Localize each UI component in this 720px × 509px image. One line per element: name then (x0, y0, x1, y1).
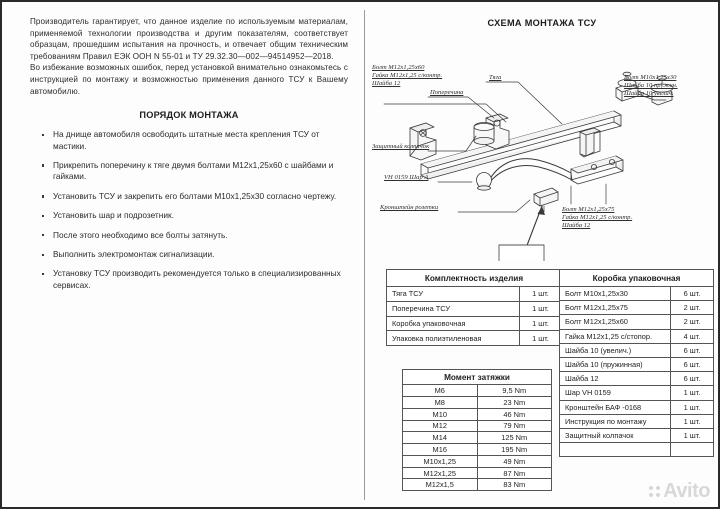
watermark-text: Avito (663, 480, 710, 502)
annotation-poperechina: Поперечина (430, 89, 464, 96)
table-row (403, 455, 552, 467)
table-row (387, 301, 562, 316)
table-row (403, 467, 552, 479)
list-item: После этого необходимо все болты затянуть. (40, 230, 342, 241)
torque-table-title: Момент затяжки (403, 370, 552, 385)
box-item-qty: 2 шт. (670, 315, 713, 329)
torque-size: M6 (403, 385, 478, 397)
box-item-name: Инструкция по монтажу (560, 414, 671, 428)
box-item-qty: 1 шт. (670, 414, 713, 428)
box-item-name: Шайба 10 (пружинная) (560, 357, 671, 371)
torque-size: M12x1,25 (403, 467, 478, 479)
box-item-name: Шар VH 0159 (560, 386, 671, 400)
table-row (403, 385, 552, 397)
box-item-qty: 1 шт. (670, 386, 713, 400)
torque-value: 79 Nm (477, 420, 552, 432)
box-item-qty: 1 шт. (670, 400, 713, 414)
list-item: Установить ТСУ и закрепить его болтами M10x1,25x30 согласно чертежу. (40, 191, 342, 202)
box-item-qty: 6 шт. (670, 287, 713, 301)
list-item: На днище автомобиля освободить штатные места крепления ТСУ от мастики. (40, 129, 342, 152)
kit-item-qty: 1 шт. (520, 316, 562, 331)
annotation-tyaga: Тяга (489, 74, 502, 81)
box-item-qty: 6 шт. (670, 372, 713, 386)
table-row (560, 287, 714, 301)
table-row (560, 301, 714, 315)
kit-item-qty: 1 шт. (520, 301, 562, 316)
box-item-name: Шайба 10 (увелич.) (560, 343, 671, 357)
intro-paragraph-2: Во избежание возможных ошибок, перед установкой внимательно ознакомьтесь с инструкцией по монтажу и возможностью применения данного ТСУ к Вашему автомобилю. (30, 63, 348, 96)
panel-divider (364, 10, 365, 500)
box-table-title: Коробка упаковочная (560, 270, 714, 287)
annotation-top-left-line-1: Болт M12x1,25x60 (372, 64, 425, 71)
list-item: Прикрепить поперечину к тяге двумя болтами M12x1,25x60 с шайбами и гайками. (40, 160, 342, 183)
table-row (403, 444, 552, 456)
box-item-name (560, 443, 671, 457)
kit-contents-table (386, 269, 562, 346)
table-row (560, 400, 714, 414)
box-item-qty: 2 шт. (670, 301, 713, 315)
table-row (403, 396, 552, 408)
table-row (560, 372, 714, 386)
kit-item-qty: 1 шт. (520, 287, 562, 302)
annotation-top-left (372, 64, 442, 89)
annotation-top-right (624, 74, 678, 99)
intro-paragraph-1: Производитель гарантирует, что данное изделие по используемым материалам, применяемой технологии производства и другим показателям, соответствует образцам, прошедшим испытания на прочность, и отвечает общим техническим требованиям Правил ЕЭК ООН N 55-01 и ТУ 29.32.30—002—94514952—2018. (30, 17, 348, 61)
torque-value: 49 Nm (477, 455, 552, 467)
box-item-name: Гайка M12x1,25 с/стопор. (560, 329, 671, 343)
table-row (387, 287, 562, 302)
table-row (560, 443, 714, 457)
table-row (387, 316, 562, 331)
box-item-name: Шайба 12 (560, 372, 671, 386)
torque-value: 23 Nm (477, 396, 552, 408)
table-row (560, 329, 714, 343)
annotation-bottom-right-line-1: Болт M12x1,25x75 (562, 206, 615, 213)
annotation-protective-cap: Защитный колпачок (372, 143, 430, 150)
kit-item-name: Поперечина ТСУ (387, 301, 520, 316)
right-panel (366, 2, 718, 507)
annotation-bottom-right (562, 206, 632, 231)
torque-value: 9,5 Nm (477, 385, 552, 397)
box-item-qty (670, 443, 713, 457)
packaging-box-table (559, 269, 714, 457)
diagram-title: СХЕМА МОНТАЖА ТСУ (487, 18, 597, 28)
torque-value: 195 Nm (477, 444, 552, 456)
list-item: Установить шар и подрозетник. (40, 210, 342, 221)
kit-item-name: Тяга ТСУ (387, 287, 520, 302)
box-item-qty: 6 шт. (670, 357, 713, 371)
annotation-ball: VH 0159 Шар A (384, 174, 429, 181)
torque-value: 83 Nm (477, 479, 552, 491)
table-row (403, 432, 552, 444)
procedure-list (30, 129, 348, 291)
annotation-top-left-line-3: Шайба 12 (372, 80, 401, 88)
torque-size: M14 (403, 432, 478, 444)
box-item-name: Защитный колпачок (560, 428, 671, 442)
box-item-qty: 6 шт. (670, 343, 713, 357)
kit-item-name: Коробка упаковочная (387, 316, 520, 331)
box-item-qty: 4 шт. (670, 329, 713, 343)
torque-value: 46 Nm (477, 408, 552, 420)
annotation-socket-bracket: Кронштейн розетки (380, 204, 439, 211)
torque-size: M12 (403, 420, 478, 432)
procedure-title: ПОРЯДОК МОНТАЖА (139, 110, 239, 121)
watermark-dots-icon (648, 485, 661, 498)
torque-size: M16 (403, 444, 478, 456)
table-row (403, 408, 552, 420)
torque-size: M10 (403, 408, 478, 420)
table-row (387, 331, 562, 346)
list-item: Установку ТСУ производить рекомендуется только в специализированных сервисах. (40, 268, 342, 291)
box-item-name: Болт M12x1,25x60 (560, 315, 671, 329)
box-item-name: Болт M10x1,25x30 (560, 287, 671, 301)
kit-item-qty: 1 шт. (520, 331, 562, 346)
annotation-bottom-right-line-2: Гайка M12x1,25 с/контр. (562, 214, 633, 222)
kit-item-name: Упаковка полиэтиленовая (387, 331, 520, 346)
list-item: Выполнить электромонтаж сигнализации. (40, 249, 342, 260)
torque-value: 87 Nm (477, 467, 552, 479)
torque-size: M10x1,25 (403, 455, 478, 467)
annotation-top-right-line-3: Шайба 10 увелич. (624, 90, 674, 98)
towbar-assembly-diagram (366, 36, 718, 261)
annotation-top-right-line-2: Шайба 10 пружин. (624, 82, 678, 90)
torque-value: 125 Nm (477, 432, 552, 444)
kit-table-title: Комплектность изделия (387, 270, 562, 287)
intro-text-block (30, 16, 348, 97)
torque-size: M12x1,5 (403, 479, 478, 491)
table-row (560, 315, 714, 329)
torque-size: M8 (403, 396, 478, 408)
table-row (403, 420, 552, 432)
table-row (560, 386, 714, 400)
box-item-qty: 1 шт. (670, 428, 713, 442)
annotation-top-left-line-2: Гайка M12x1,25 с/контр. (372, 72, 443, 80)
avito-watermark (648, 480, 710, 503)
table-row (403, 479, 552, 491)
table-row (560, 343, 714, 357)
table-row (560, 357, 714, 371)
annotation-top-right-line-1: Болт M10x1,25x30 (624, 74, 677, 81)
torque-spec-table (402, 369, 552, 491)
box-item-name: Болт M12x1,25x75 (560, 301, 671, 315)
table-row (560, 428, 714, 442)
annotation-bottom-right-line-3: Шайба 12 (562, 222, 591, 230)
table-row (560, 414, 714, 428)
box-item-name: Кронштейн БАФ -0168 (560, 400, 671, 414)
left-panel (2, 2, 362, 507)
